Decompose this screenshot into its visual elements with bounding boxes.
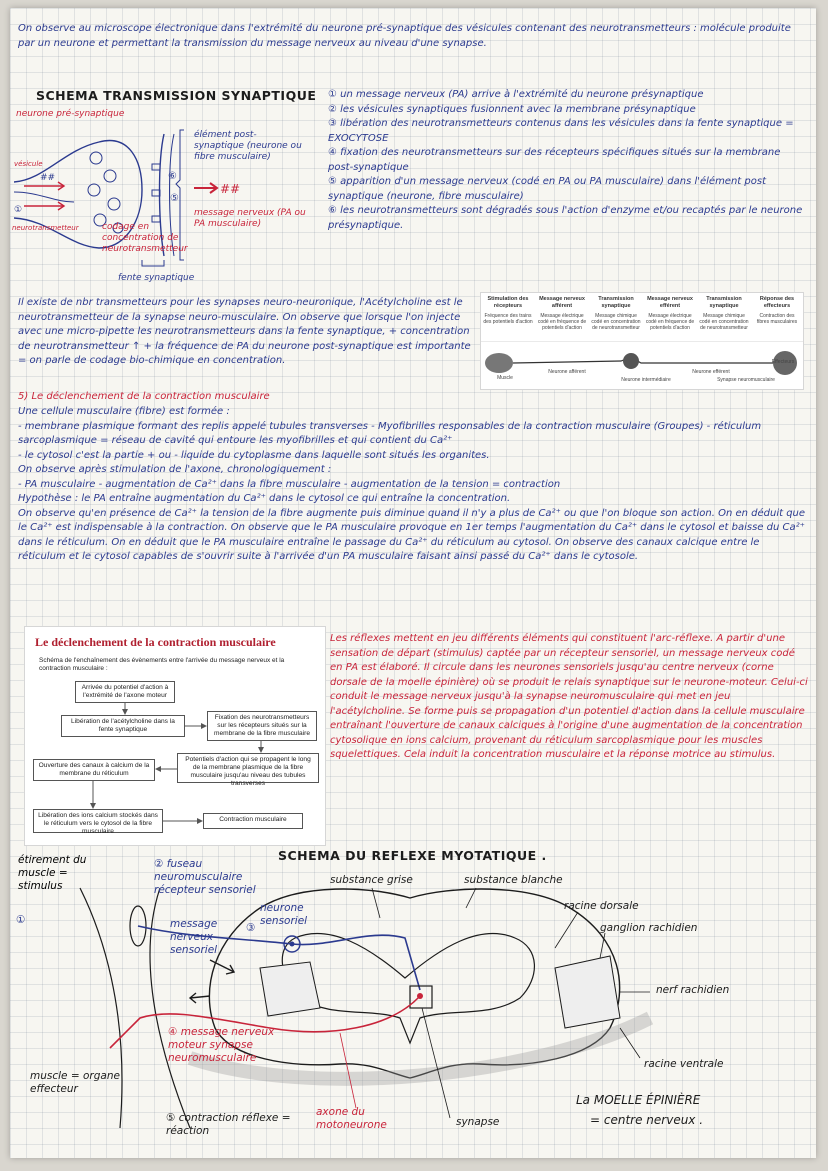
table-label: Neurone afférent [548, 369, 586, 375]
table-label: Synapse neuromusculaire [717, 377, 775, 383]
table-cell: Message électrique codé en fréquence de potentiels d'action [537, 313, 587, 331]
table-cell: Fréquence des trains des potentiels d'action [483, 313, 533, 325]
receptor [152, 164, 160, 170]
label-neurotransmetteur: neurotransmetteur [12, 224, 79, 232]
step-num-5: ⑤ [170, 193, 179, 204]
reflexe-num-3: ③ [246, 922, 256, 934]
label-muscle: muscle = organe effecteur [30, 1070, 120, 1095]
label-codage: codage en concentration de neurotransmetteur [102, 222, 188, 254]
reflexe-title: SCHEMA DU REFLEXE MYOTATIQUE . [278, 848, 547, 863]
flow-box-7: Contraction musculaire [203, 813, 303, 829]
neurotransmitter-paragraph: Il existe de nbr transmetteurs pour les synapses neuro-neuronique, l'Acétylcholine est le neurotransmetteur de la synapse neuro-musculaire. On observe que lorsque l'on injecte avec une micro-pipette les neurotransmetteurs dans la fente synaptique, + concentration de neurotransmetteur ↑ + la fréquence de PA du neurone post-synaptique est importante = on parle de codage bio-chimique en concentration. [18, 297, 471, 366]
table-label: Neurone intermédiaire [621, 377, 671, 383]
intro-paragraph: On observe au microscope électronique dans l'extrémité du neurone pré-synaptique des vésicules contenant des neurotransmetteurs : molécule produite par un neurone et permettant la transmission du message nerveux au niveau d'une synapse. [18, 23, 791, 49]
flow-box-6: Libération des ions calcium stockés dans le réticulum vers le cytosol de la fibre musculaire [33, 809, 163, 833]
step-2: ② les vésicules synaptiques fusionnent avec la membrane présynaptique [328, 103, 696, 115]
label-synapse: synapse [456, 1116, 500, 1128]
label-vesicule: vésicule [14, 160, 43, 168]
table-header: Message nerveux afférent [539, 296, 585, 309]
label-nerf-rachidien: nerf rachidien [656, 984, 730, 996]
label-centre-nerveux: = centre nerveux . [590, 1113, 704, 1127]
label-message-moteur: ④ message nerveux moteur synapse neuromusculaire [168, 1026, 275, 1064]
nerve-path [513, 357, 781, 363]
table-header: Réponse des effecteurs [759, 296, 795, 309]
section5-body [18, 405, 808, 565]
vesicle [104, 170, 116, 182]
section5-heading: 5) Le déclenchement de la contraction musculaire [18, 391, 270, 402]
label-ganglion: ganglion rachidien [600, 922, 698, 934]
section5-p4: On observe après stimulation de l'axone, chronologiquement : [18, 464, 332, 475]
section5-p3: - le cytosol c'est la partie + ou - liquide du cytoplasme dans laquelle sont situés les organites. [18, 449, 490, 461]
steps-list [328, 88, 808, 233]
label-racine-dorsale: racine dorsale [564, 900, 639, 912]
reflexe-paragraph: Les réflexes mettent en jeu différents éléments qui constituent l'arc-réflexe. A partir d'une sensation de départ (stimulus) captée par un récepteur sensoriel, un message nerveux codé en PA est élaboré. Il circule dans les neurones sensoriels jusqu'au centre nerveux (corne dorsale de la moelle épinière) où se produit le relais synaptique sur le neurone-moteur. Celui-ci conduit le message nerveux jusqu'à la synapse neuromusculaire qui met en jeu l'acétylcholine. Se forme puis se propagation d'un potentiel d'action dans la cellule musculaire entraînant l'ouverture de canaux calciques à l'origine d'une augmentation de la concentration cytosolique en ions calcium, provenant du réticulum sarcoplasmique pour les muscles squelettiques. Cela induit la concentration musculaire et la réponse motrice au stimulus. [330, 633, 808, 760]
label-moelle: La MOELLE ÉPINIÈRE [576, 1093, 701, 1107]
table-label: Muscle [497, 375, 513, 381]
flow-box-4: Potentiels d'action qui se propagent le long de la membrane plasmique de la fibre musculaire jusqu'au niveau des tubules transverses [177, 753, 319, 783]
label-substance-grise: substance grise [330, 874, 413, 886]
table-label: Neurone efférent [692, 369, 730, 375]
printed-table [480, 292, 804, 390]
step-num-6: ⑥ [168, 171, 177, 182]
flowchart-title: Le déclenchement de la contraction musculaire [35, 635, 276, 649]
svg-text:##: ## [40, 173, 56, 183]
section5-p2: - membrane plasmique formant des replis appelé tubules transverses - Myofibrilles responsables de la contraction musculaire (Groupes) - réticulum sarcoplasmique = réseau de cavité qui entoure les myofibrilles et qui contient du Ca²⁺ [18, 420, 762, 446]
ganglion-shape [555, 956, 620, 1028]
label-pre-synaptic: neurone pré-synaptique [16, 109, 125, 119]
section5-p6: Hypothèse : le PA entraîne augmentation du Ca²⁺ dans le cytosol ce qui entraîne la concentration. [18, 493, 511, 504]
section5-p5: - PA musculaire - augmentation de Ca²⁺ dans la fibre musculaire - augmentation de la tension = contraction [18, 478, 561, 490]
step-5: ⑤ apparition d'un message nerveux (codé en PA ou PA musculaire) dans l'élément post synaptique (neurone, fibre musculaire) [328, 176, 766, 202]
label-message: message nerveux (PA ou PA musculaire) [194, 208, 306, 229]
label-axone: axone du motoneurone [316, 1106, 387, 1131]
section5-p7: On observe qu'en présence de Ca²⁺ la tension de la fibre augmente puis diminue quand il n'y a plus de Ca²⁺ ou que l'on bloque son action. On en déduit que le Ca²⁺ est indispensable à la contraction. On observe que le PA musculaire provoque en 1er temps l'augmentation du Ca²⁺ dans le cytosol et baisse du Ca²⁺ dans le réticulum. On en déduit que le PA musculaire entraîne le passage du Ca²⁺ du réticulum au cytosol. On observe des canaux calcique entre le réticulum et le cytosol capables de s'ouvrir suite à l'arrivée d'un PA musculaire faisant ainsi passé du Ca²⁺ dans le cytosole. [18, 507, 806, 562]
flow-arrows [25, 627, 325, 845]
nerve-shape [260, 962, 320, 1016]
notebook-page [10, 8, 816, 1158]
flowchart-card [24, 626, 326, 846]
label-racine-ventrale: racine ventrale [644, 1058, 724, 1070]
table-header: Transmission synaptique [706, 296, 742, 309]
axon-line [14, 192, 74, 202]
vesicle [108, 198, 120, 210]
table-header: Message nerveux efférent [647, 296, 693, 309]
flow-box-3: Fixation des neurotransmetteurs sur les récepteurs situés sur la membrane de la fibre musculaire [207, 711, 317, 741]
table-cell: Message chimique codé en concentration de neurotransmetteur [591, 313, 641, 331]
neurone-body [623, 353, 639, 369]
step-num-1: ① [14, 205, 23, 215]
synapse-schema-title: SCHEMA TRANSMISSION SYNAPTIQUE [36, 88, 317, 103]
label-substance-blanche: substance blanche [464, 874, 563, 886]
label-post-synaptic: élément post-synaptique (neurone ou fibre musculaire) [194, 130, 302, 162]
label-fuseau: ② fuseau neuromusculaire récepteur sensoriel [154, 858, 256, 896]
table-cell: Message chimique codé en concentration de neurotransmetteur [699, 313, 749, 331]
label-message-sensoriel: message nerveux sensoriel [170, 918, 218, 956]
step-3: ③ libération des neurotransmetteurs contenus dans les vésicules dans la fente synaptique = EXOCYTOSE [328, 118, 794, 144]
table-header: Stimulation des récepteurs [487, 296, 529, 309]
fente-bracket [142, 260, 164, 266]
svg-text:##: ## [220, 182, 241, 196]
section5-p1: Une cellule musculaire (fibre) est formée : [18, 406, 230, 417]
muscle-shape [485, 353, 513, 373]
label-contraction: ⑤ contraction réflexe = réaction [166, 1112, 291, 1137]
vesicle [90, 152, 102, 164]
label-fente: fente synaptique [118, 273, 195, 283]
step-6: ⑥ les neurotransmetteurs sont dégradés sous l'action d'enzyme et/ou recaptés par le neurone présynaptique. [328, 205, 803, 231]
table-cell: Message électrique codé en fréquence de potentiels d'action [645, 313, 695, 331]
reflexe-num-1: ① [16, 914, 26, 926]
vesicle [88, 184, 100, 196]
label-etirement: étirement du muscle = stimulus [18, 854, 87, 892]
flowchart-subtitle: Schéma de l'enchaînement des évènements entre l'arrivée du message nerveux et la contraction musculaire : [39, 657, 285, 672]
flow-box-1: Arrivée du potentiel d'action à l'extrémité de l'axone moteur [75, 681, 175, 703]
table-cell: Contraction des fibres musculaires [756, 313, 798, 325]
step-1: ① un message nerveux (PA) arrive à l'extrémité du neurone présynaptique [328, 89, 704, 100]
flow-box-5: Ouverture des canaux à calcium de la membrane du réticulum [33, 759, 155, 781]
table-label: Effecteurs [771, 359, 795, 365]
step-4: ④ fixation des neurotransmetteurs sur des récepteurs spécifiques situés sur la membrane post-synaptique [328, 147, 781, 173]
table-header: Transmission synaptique [598, 296, 634, 309]
flow-box-2: Libération de l'acétylcholine dans la fente synaptique [61, 715, 185, 737]
label-neurone-sensoriel: neurone sensoriel [260, 902, 308, 927]
